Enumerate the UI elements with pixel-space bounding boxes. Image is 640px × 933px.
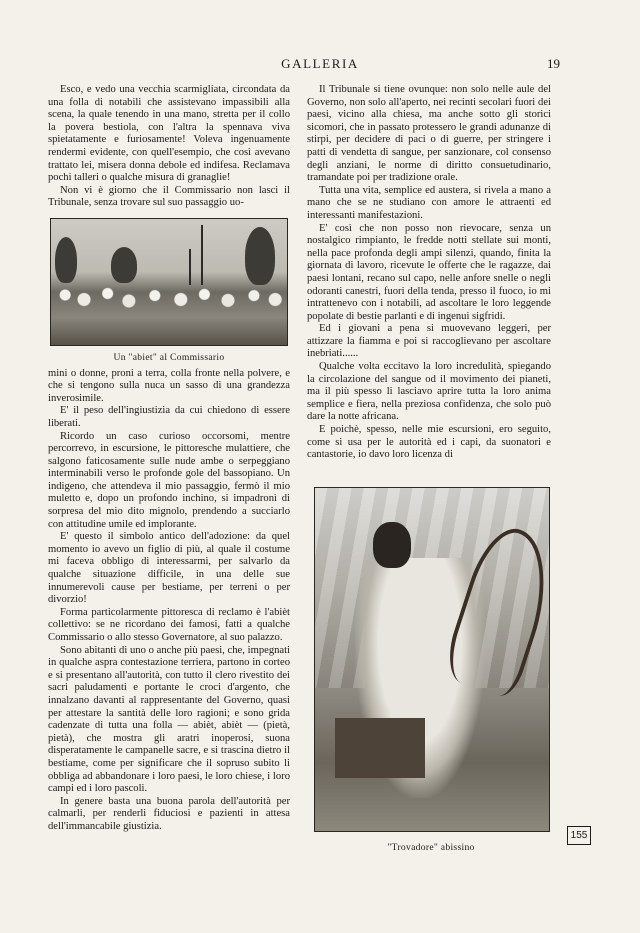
figure-abiet <box>48 218 290 365</box>
paragraph: Ed i giovani a pena si muovevano leggeri, per attizzare la fiamma e poi si raccoglievano per ascoltare inebriati...... <box>307 323 551 360</box>
paragraph: E' il peso dell'ingiustizia da cui chiedono di essere liberati. <box>48 405 290 429</box>
paragraph: In genere basta una buona parola dell'autorità per calmarli, per renderli fiduciosi e pazienti in attesa dell'immancabile giustizia. <box>48 795 290 832</box>
paragraph: mini o donne, proni a terra, colla fronte nella polvere, e che si tengono sulla nuca un sasso di una grandezza inverosimile. <box>48 367 290 404</box>
paragraph: Tutta una vita, semplice ed austera, si rivela a mano a mano che se ne studiano con amore le attraenti ed interessanti manifestazioni. <box>307 184 551 221</box>
folio-marker: 155 <box>567 826 591 845</box>
page-number: 19 <box>547 56 560 71</box>
paragraph: Il Tribunale si tiene ovunque: non solo nelle aule del Governo, non solo all'aperto, nei recinti secolari fuori dei paesi, vicino alla chiesa, ma anche sotto gli storici sicomori, che in passato protessero le grandi adunanze di stirpi, per decidere di paci o di guerre, per stringere i patti di vendetta di sangue, per sanzionare, col consenso degli anziani, le norme di diritto consuetudinario, tramandate poi per tradizione orale. <box>307 84 551 184</box>
paragraph: E' così che non posso non rievocare, senza un nostalgico rimpianto, le fredde notti stellate sui monti, nella pace profonda degli ampi silenzi, quando, finita la giornata di lavoro, ricevute le offerte che le ragazze, dai paesi lontani, recano sul capo, nelle anfore snelle o negli odoranti canestri, fuori della tenda, presso il fuoco, io mi intrattenevo con i notabili, ad ascoltare le loro leggende popolate di bestie parlanti e di ingenui sigfridi. <box>307 222 551 322</box>
paragraph: Forma particolarmente pittoresca di reclamo è l'abièt collettivo: se ne ricordano dei famosi, fatti a qualche Commissario o allo stesso Governatore, al suo palazzo. <box>48 606 290 643</box>
ceremony-photo <box>50 218 288 346</box>
paragraph: E' questo il simbolo antico dell'adozione: da quel momento io avevo un figlio di più, al quale il costume mi faceva obbligo di interessarmi, per salvarlo da qualche situazione difficile, in una delle sue innumerevoli cause per bestiame, per terreni o per divorzio! <box>48 531 290 606</box>
paragraph: Esco, e vedo una vecchia scarmigliata, circondata da una folla di notabili che assistevano impassibili alla scena, la quale tenendo in una mano, stretta per il collo la povera bestiola, con l'altra la spennava viva spietatamente e furiosamente! Voleva ingenuamente rendermi evidente, con quell'esempio, che così avevano trattato lei, misera donna debole ed indifesa. Reclamava pochi talleri o qualche misura di granaglie! <box>48 84 290 184</box>
paragraph: E poichè, spesso, nelle mie escursioni, ero seguito, come si usa per le autorità ed i capi, da suonatori e cantastorie, io davo loro licenza di <box>307 424 551 461</box>
figure-caption: Un "abiet" al Commissario <box>113 351 225 363</box>
paragraph: Non vi è giorno che il Commissario non lasci il Tribunale, senza trovare sul suo passaggio uo- <box>48 184 290 209</box>
running-title: GALLERIA <box>281 56 359 71</box>
right-column <box>307 84 551 462</box>
running-head <box>0 56 640 72</box>
troubadour-photo <box>314 487 550 832</box>
figure-caption: "Trovadore" abissino <box>387 842 475 853</box>
paragraph: Ricordo un caso curioso occorsomi, mentre percorrevo, in escursione, le pittoresche mulattiere, che salgono faticosamente sulle nude ambe o serpeggiano interminabili verso le profonde gole del bassopiano. Un indigeno, che attendeva il mio passaggio, fermò il mio muletto e, dopo un profondo inchino, si impadronì di sorpresa del mio dito mignolo, prendendo a succiarlo con attitudine umile ed implorante. <box>48 430 290 530</box>
paragraph: Sono abitanti di uno o anche più paesi, che, impegnati in qualche aspra contestazione terriera, partono in corteo e si presentano all'autorità, con tutto il clero rivestito dei sacri paludamenti e portante le croci d'argento, che innalzano davanti al rappresentante del Governo, quasi per attestare la santità delle loro ragioni; e sono grida cadenzate di tutta una folla — abièt, abièt — (pietà, pietà), che mostra gli aratri inoperosi, suona disperatamente le campanelle sacre, e si trascina dietro il bestiame, come per significare che il sopruso subito li obbliga ad abbandonare i loro paesi, le loro chiese, i loro campi ed i loro pascoli. <box>48 644 290 795</box>
left-column <box>48 84 290 834</box>
paragraph: Qualche volta eccitavo la loro incredulità, spiegando la circolazione del sangue od il movimento dei pianeti, ma il più spesso li lasciavo aprire tutta la loro anima semplice e fiera, nella preziosa confidenza, che solo può dare la notte africana. <box>307 361 551 423</box>
